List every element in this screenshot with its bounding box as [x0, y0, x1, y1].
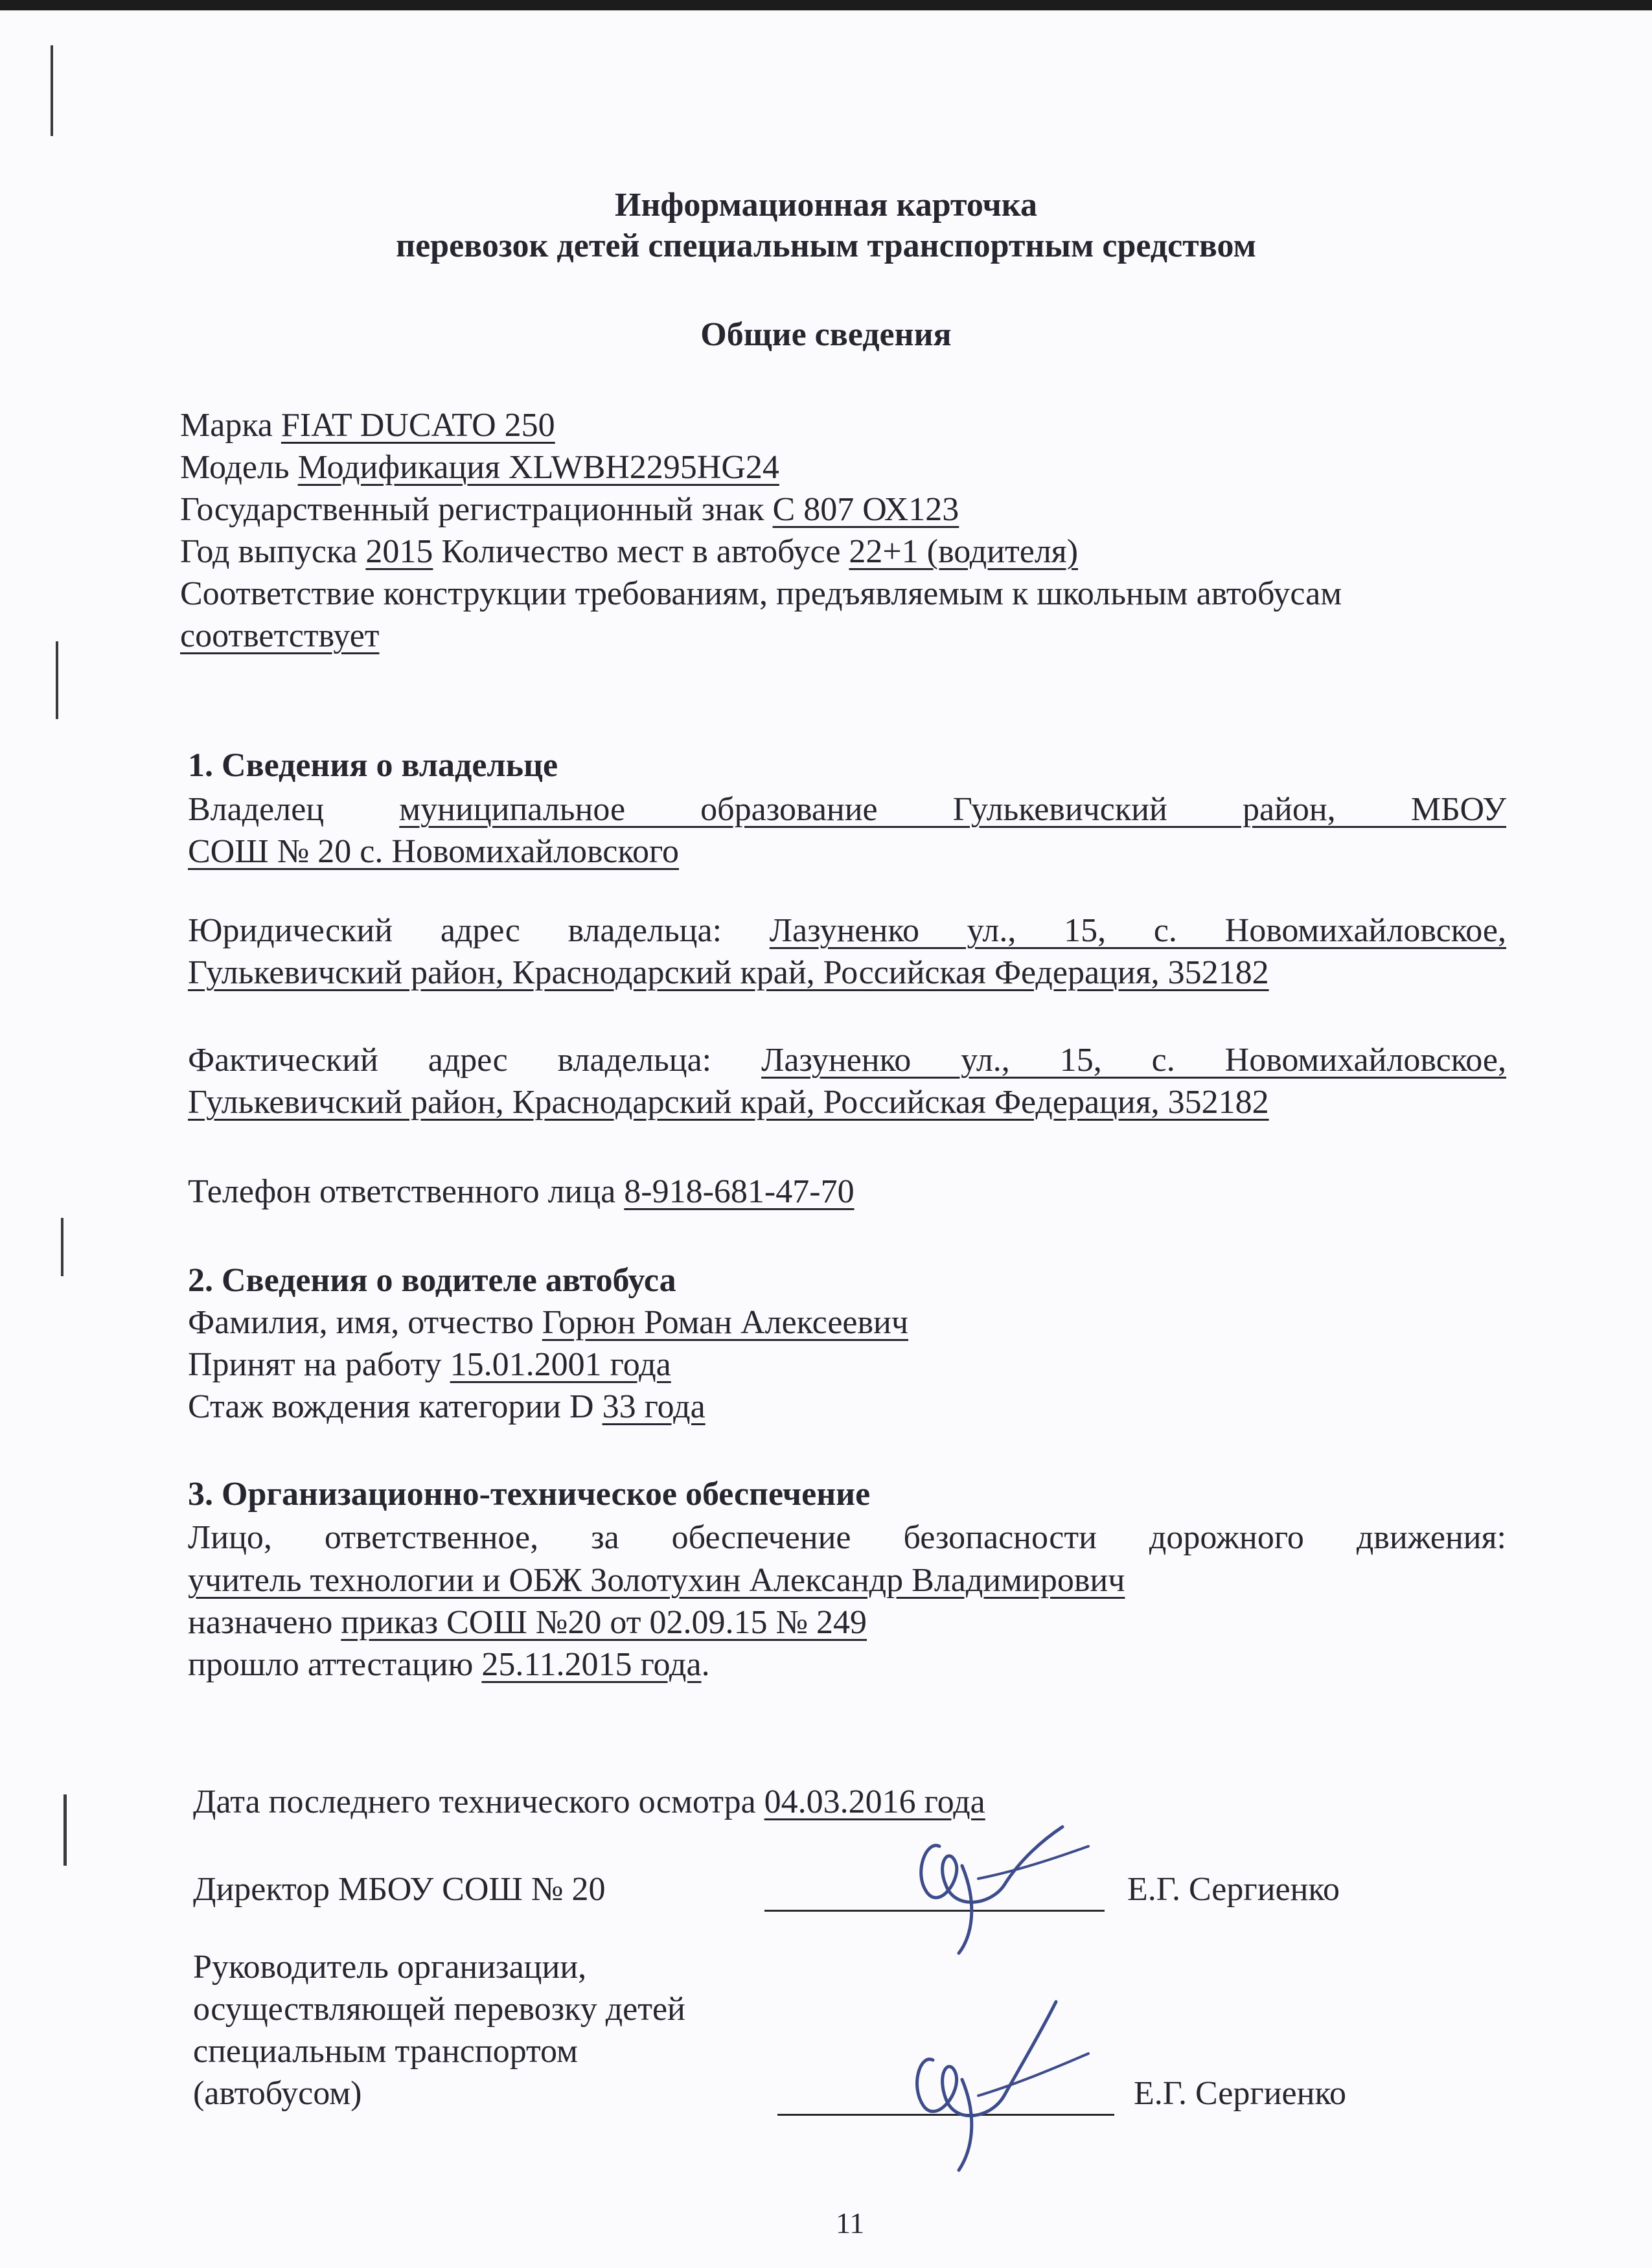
experience-line: Стаж вождения категории D 33 года	[188, 1388, 706, 1425]
owner-value-part2: СОШ № 20 с. Новомихайловского	[188, 833, 680, 870]
actual-address-line-2	[188, 1082, 1269, 1123]
section-3-heading: 3. Организационно-техническое обеспечение	[188, 1476, 871, 1513]
owner-value-part1: муниципальное образование Гулькевичский район, МБОУ	[399, 791, 1507, 828]
responsible-line	[188, 1560, 1125, 1601]
owner-line-1: Владелец муниципальное образование Гулькевичский район, МБОУ	[188, 791, 1507, 828]
operator-title-2: осуществляющей перевозку детей	[193, 1991, 685, 2028]
director-name: Е.Г. Сергиенко	[1127, 1871, 1340, 1908]
compliance-label: Соответствие конструкции требованиям, предъявляемым к школьным автобусам	[180, 575, 1342, 612]
director-signature	[901, 1801, 1114, 1963]
model-line: Модель Модификация XLWBH2295HG24	[180, 449, 779, 486]
scan-top-edge	[0, 0, 1652, 10]
actual-address-line-1: Фактический адрес владельца: Лазуненко ул., 15, с. Новомихайловское,	[188, 1042, 1507, 1079]
scan-mark	[56, 641, 58, 719]
year-value: 2015	[365, 533, 433, 570]
inspection-line: Дата последнего технического осмотра 04.03.2016 года	[193, 1783, 985, 1820]
model-value: Модификация XLWBH2295HG24	[297, 449, 779, 486]
document-subtitle: перевозок детей специальным транспортным средством	[396, 227, 1256, 264]
driver-name-value: Горюн Роман Алексеевич	[542, 1304, 909, 1341]
appointed-line: назначено приказ СОШ №20 от 02.09.15 № 249	[188, 1604, 867, 1641]
certification-value: 25.11.2015 года	[481, 1646, 702, 1683]
responsible-value: учитель технологии и ОБЖ Золотухин Александр Владимирович	[188, 1562, 1125, 1599]
actual-address-part2: Гулькевичский район, Краснодарский край, Российская Федерация, 352182	[188, 1084, 1269, 1121]
driver-name-line: Фамилия, имя, отчество Горюн Роман Алексеевич	[188, 1304, 909, 1341]
legal-address-part2: Гулькевичский район, Краснодарский край, Российская Федерация, 352182	[188, 954, 1269, 991]
year-seats-line: Год выпуска 2015 Количество мест в автобусе 22+1 (водителя)	[180, 533, 1079, 570]
legal-address-line-1: Юридический адрес владельца: Лазуненко ул., 15, с. Новомихайловское,	[188, 912, 1506, 949]
compliance-line	[180, 615, 380, 657]
operator-title-1: Руководитель организации,	[193, 1949, 587, 1986]
section-general-heading: Общие сведения	[700, 316, 952, 353]
appointed-value: приказ СОШ №20 от 02.09.15 № 249	[341, 1604, 867, 1641]
phone-value: 8-918-681-47-70	[624, 1173, 855, 1210]
section-2-heading: 2. Сведения о водителе автобуса	[188, 1262, 676, 1299]
phone-line: Телефон ответственного лица 8-918-681-47-70	[188, 1173, 855, 1210]
legal-address-part1: Лазуненко ул., 15, с. Новомихайловское,	[769, 912, 1506, 949]
scan-mark	[51, 45, 53, 136]
brand-value: FIAT DUCATO 250	[281, 407, 555, 444]
hired-value: 15.01.2001 года	[450, 1346, 671, 1383]
hired-line: Принят на работу 15.01.2001 года	[188, 1346, 671, 1383]
operator-title-4: (автобусом)	[193, 2075, 362, 2112]
operator-signature	[894, 1982, 1114, 2177]
page-number: 11	[836, 2206, 865, 2239]
document-title: Информационная карточка	[615, 187, 1037, 223]
brand-line: Марка FIAT DUCATO 250	[180, 407, 555, 444]
responsible-label: Лицо, ответственное, за обеспечение безопасности дорожного движения:	[188, 1519, 1506, 1556]
certification-line: прошло аттестацию 25.11.2015 года.	[188, 1646, 710, 1683]
experience-value: 33 года	[602, 1388, 706, 1425]
plate-line: Государственный регистрационный знак С 807 ОХ123	[180, 491, 959, 528]
operator-name: Е.Г. Сергиенко	[1134, 2075, 1347, 2112]
compliance-value: соответствует	[180, 617, 380, 654]
seats-value: 22+1 (водителя)	[849, 533, 1079, 570]
owner-line-2	[188, 831, 679, 873]
plate-value: С 807 ОХ123	[772, 491, 959, 528]
director-title: Директор МБОУ СОШ № 20	[193, 1871, 606, 1908]
scan-mark	[61, 1218, 63, 1276]
actual-address-part1: Лазуненко ул., 15, с. Новомихайловское,	[761, 1042, 1507, 1079]
section-1-heading: 1. Сведения о владельце	[188, 747, 558, 784]
operator-title-3: специальным транспортом	[193, 2033, 578, 2070]
scan-mark	[63, 1794, 67, 1866]
inspection-value: 04.03.2016 года	[764, 1783, 985, 1820]
legal-address-line-2	[188, 952, 1269, 994]
